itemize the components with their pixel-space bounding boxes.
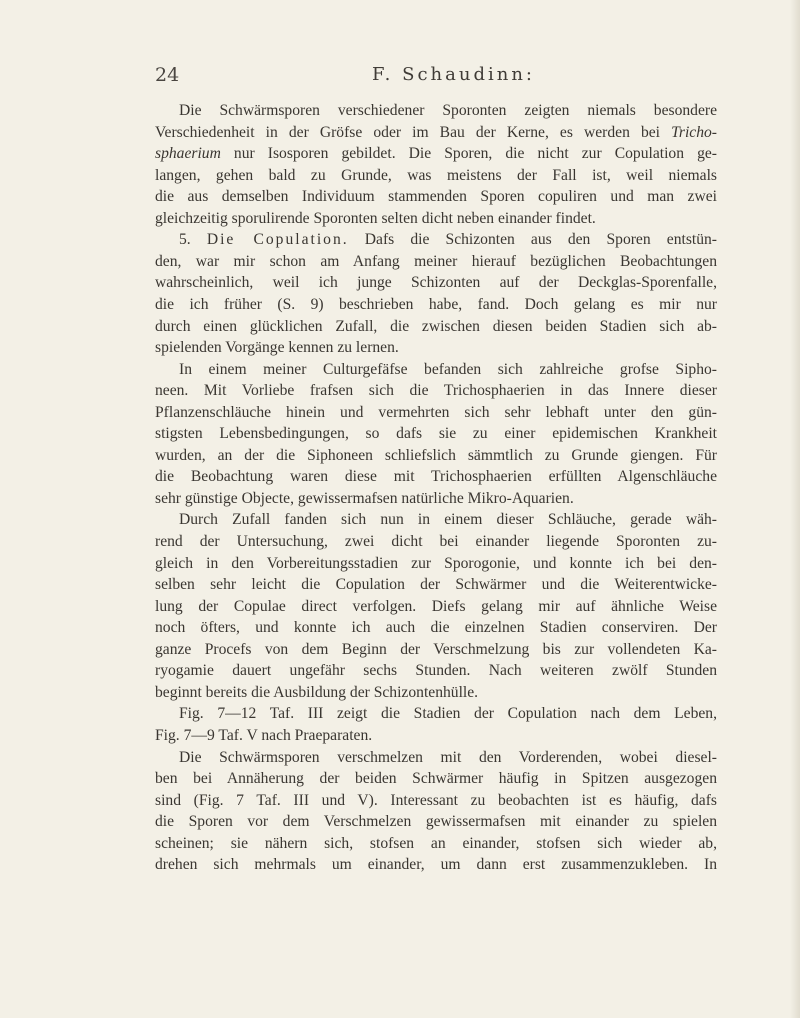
- page-number: 24: [155, 64, 180, 86]
- running-head: [0, 0, 800, 86]
- text-line: ganze Procefs von dem Beginn der Verschmelzung bis zur vollendeten Ka-: [155, 640, 717, 658]
- text-line: spielenden Vorgänge kennen zu lernen.: [155, 339, 399, 357]
- text-line: drehen sich mehrmals um einander, um dann erst zusammenzukleben. In: [155, 856, 717, 874]
- text-line: die Sporen vor dem Verschmelzen gewissermafsen mit einander zu spielen: [155, 813, 717, 831]
- text-line: Fig. 7—12 Taf. III zeigt die Stadien der Copulation nach dem Leben,: [179, 705, 717, 723]
- text-line: Fig. 7—9 Taf. V nach Praeparaten.: [155, 726, 373, 744]
- text-line: selben sehr leicht die Copulation der Schwärmer und die Weiterentwicke-: [155, 576, 717, 594]
- text-line: ben bei Annäherung der beiden Schwärmer häufig in Spitzen ausgezogen: [155, 770, 717, 788]
- text-line: scheinen; sie nähern sich, stofsen an einander, stofsen sich wieder ab,: [155, 834, 717, 852]
- text-line: rend der Untersuchung, zwei dicht bei einander liegende Sporonten zu-: [155, 533, 717, 550]
- text-line: durch einen glücklichen Zufall, die zwischen diesen beiden Stadien sich ab-: [155, 317, 717, 335]
- text-line: stigsten Lebensbedingungen, so dafs sie zu einer epidemischen Krankheit: [155, 425, 717, 443]
- text-line: In einem meiner Culturgefäfse befanden sich zahlreiche grofse Sipho-: [179, 360, 717, 378]
- text-line: noch öfters, und konnte ich auch die einzelnen Stadien conserviren. Der: [155, 619, 717, 637]
- text-line: Die Schwärmsporen verschmelzen mit den Vorderenden, wobei diesel-: [179, 748, 717, 766]
- text-line: sphaerium nur Isosporen gebildet. Die Sporen, die nicht zur Copulation ge-: [155, 145, 717, 163]
- text-line: Pflanzenschläuche hinein und vermehrten sich sehr lebhaft unter den gün-: [155, 403, 717, 421]
- text-line: sind (Fig. 7 Taf. III und V). Interessant zu beobachten ist es häufig, dafs: [155, 791, 717, 809]
- text-line: wahrscheinlich, weil ich junge Schizonten auf der Deckglas-Sporenfalle,: [155, 274, 717, 292]
- text-line: Die Schwärmsporen verschiedener Sporonten zeigten niemals besondere: [179, 102, 717, 119]
- text-line: lung der Copulae direct verfolgen. Diefs gelang mir auf ähnliche Weise: [155, 597, 717, 615]
- text-line: Verschiedenheit in der Gröfse oder im Bau der Kerne, es werden bei Tricho-: [155, 123, 717, 141]
- page-edge-shadow: [790, 0, 800, 1018]
- text-line: die ich früher (S. 9) beschrieben habe, fand. Doch gelang es mir nur: [155, 295, 717, 313]
- text-line: die aus demselben Individuum stammenden Sporen copuliren und man zwei: [155, 188, 717, 206]
- text-line: gleich in den Vorbereitungsstadien zur Sporogonie, und konnte ich bei den-: [155, 554, 717, 572]
- text-line: beginnt bereits die Ausbildung der Schizontenhülle.: [155, 683, 479, 701]
- text-line: gleichzeitig sporulirende Sporonten selten dicht neben einander findet.: [155, 209, 596, 227]
- text-line: 5. Die Copulation. Dafs die Schizonten aus den Sporen entstün-: [179, 231, 718, 249]
- text-line: sehr günstige Objecte, gewissermafsen natürliche Mikro-Aquarien.: [155, 489, 574, 507]
- text-line: langen, gehen bald zu Grunde, was meistens der Fall ist, weil niemals: [155, 166, 717, 184]
- text-line: den, war mir schon am Anfang meiner hierauf bezüglichen Beobachtungen: [155, 252, 717, 270]
- text-line: wurden, an der die Siphoneen schliefslich sämmtlich zu Grunde giengen. Für: [155, 446, 717, 464]
- text-line: Durch Zufall fanden sich nun in einem dieser Schläuche, gerade wäh-: [179, 511, 717, 529]
- running-title: F. Schaudinn:: [372, 64, 535, 85]
- text-line: ryogamie dauert ungefähr sechs Stunden. Nach weiteren zwölf Stunden: [155, 662, 717, 680]
- text-line: neen. Mit Vorliebe frafsen sich die Trichosphaerien in das Innere dieser: [155, 382, 717, 400]
- text-line: die Beobachtung waren diese mit Trichosphaerien erfüllten Algenschläuche: [155, 468, 717, 486]
